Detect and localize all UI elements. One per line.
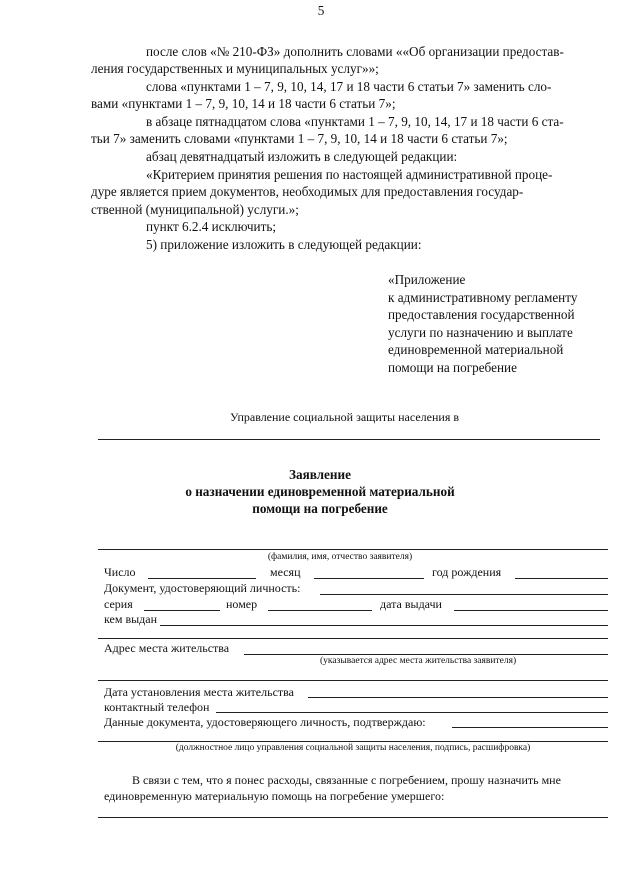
label-address: Адрес места жительства	[104, 641, 230, 655]
amendment-line: «Критерием принятия решения по настоящей административной проце-	[146, 167, 553, 182]
amendment-line: после слов «№ 210-ФЗ» дополнить словами ««Об организации предостав-	[146, 44, 564, 59]
label-confirm: Данные документа, удостоверяющего личность, подтверждаю:	[104, 715, 426, 729]
request-text: В связи с тем, что я понес расходы, связанные с погребением, прошу назначить мне	[132, 773, 561, 787]
appendix-header-line: «Приложение	[388, 272, 466, 287]
authority-field[interactable]	[98, 439, 600, 440]
issued-by-field[interactable]	[160, 625, 608, 626]
form-subtitle: помощи на погребение	[252, 501, 388, 516]
amendment-line: ления государственных и муниципальных услуг»»;	[91, 61, 379, 76]
birth-year-field[interactable]	[515, 578, 608, 579]
appendix-header-line: услуги по назначению и выплате	[388, 325, 573, 340]
label-phone: контактный телефон	[104, 700, 210, 714]
label-month: месяц	[270, 565, 301, 579]
form-title: Заявление	[289, 467, 351, 482]
address-field-2[interactable]	[98, 680, 608, 681]
label-day: Число	[104, 565, 136, 579]
appendix-header-line: единовременной материальной	[388, 342, 564, 357]
fio-caption: (фамилия, имя, отчество заявителя)	[267, 552, 413, 562]
official-signature-field[interactable]	[98, 741, 608, 742]
amendment-line: в абзаце пятнадцатом слова «пунктами 1 – 7, 9, 10, 14, 17 и 18 части 6 ста-	[146, 114, 564, 129]
appendix-header-line: помощи на погребение	[388, 360, 517, 375]
label-series: серия	[104, 597, 133, 611]
label-birth-year: год рождения	[432, 565, 502, 579]
appendix-header-line: предоставления государственной	[388, 307, 575, 322]
label-number: номер	[226, 597, 258, 611]
amendment-line: дуре является прием документов, необходимых для предоставления государ-	[91, 184, 524, 199]
address-date-field[interactable]	[308, 697, 608, 698]
label-issued-by: кем выдан	[104, 612, 158, 626]
authority-label: Управление социальной защиты населения в	[230, 410, 460, 424]
issue-date-field[interactable]	[454, 610, 608, 611]
day-field[interactable]	[148, 578, 256, 579]
amendment-line: абзац девятнадцатый изложить в следующей редакции:	[146, 149, 458, 164]
confirm-field[interactable]	[452, 727, 608, 728]
id-doc-field[interactable]	[320, 594, 608, 595]
issued-by-field-2[interactable]	[98, 638, 608, 639]
amendment-line: слова «пунктами 1 – 7, 9, 10, 14, 17 и 18 части 6 статьи 7» заменить сло-	[146, 79, 552, 94]
amendment-line: тьи 7» заменить словами «пунктами 1 – 7, 9, 10, 14 и 18 части 6 статьи 7»;	[91, 131, 508, 146]
address-field[interactable]	[244, 654, 608, 655]
amendment-line: 5) приложение изложить в следующей редакции:	[146, 237, 422, 252]
label-id-doc: Документ, удостоверяющий личность:	[104, 581, 301, 595]
number-field[interactable]	[268, 610, 372, 611]
amendment-line: пункт 6.2.4 исключить;	[146, 219, 277, 234]
amendment-line: вами «пунктами 1 – 7, 9, 10, 14 и 18 части 6 статьи 7»;	[91, 96, 396, 111]
form-subtitle: о назначении единовременной материальной	[185, 484, 455, 499]
official-caption: (должностное лицо управления социальной защиты населения, подпись, расшифровка)	[175, 743, 531, 753]
label-issue-date: дата выдачи	[380, 597, 442, 611]
page-number: 5	[317, 3, 325, 18]
month-field[interactable]	[314, 578, 424, 579]
phone-field[interactable]	[216, 712, 608, 713]
fio-field[interactable]	[98, 549, 608, 550]
series-field[interactable]	[144, 610, 220, 611]
deceased-field[interactable]	[98, 817, 608, 818]
amendment-line: ственной (муниципальной) услуги.»;	[91, 202, 299, 217]
request-text: единовременную материальную помощь на погребение умершего:	[104, 789, 445, 803]
appendix-header-line: к административному регламенту	[388, 290, 578, 305]
address-caption: (указывается адрес места жительства заявителя)	[320, 656, 517, 666]
label-address-date: Дата установления места жительства	[104, 685, 294, 699]
